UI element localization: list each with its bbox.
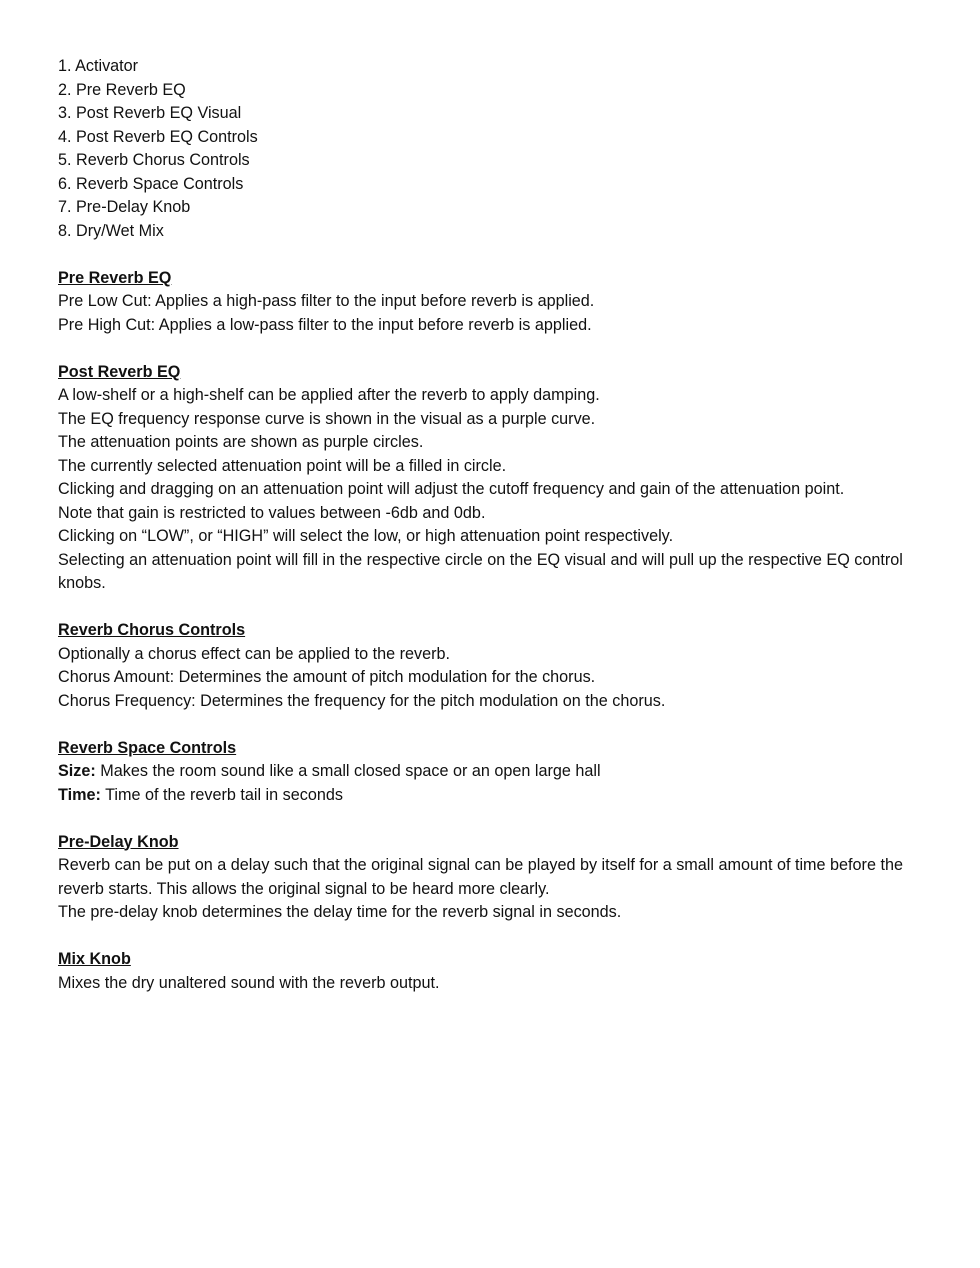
section-post-reverb-eq (58, 361, 928, 596)
size-label: Size: (58, 762, 96, 780)
time-text: Time of the reverb tail in seconds (100, 785, 343, 804)
section-text: Selecting an attenuation point will fill in the respective circle on the EQ visual and will pull up the respective EQ control knobs. (58, 550, 903, 592)
section-text: Pre Low Cut: Applies a high-pass filter to the input before reverb is applied. (58, 292, 595, 310)
section-text: Mixes the dry unaltered sound with the reverb output. (58, 973, 440, 992)
section-text: Note that gain is restricted to values between -6db and 0db. (58, 503, 486, 522)
time-description (58, 784, 928, 808)
section-text: Optionally a chorus effect can be applied to the reverb. (58, 644, 451, 663)
document-page (58, 55, 928, 995)
toc-item: 4. Post Reverb EQ Controls (58, 127, 258, 146)
toc-item: 5. Reverb Chorus Controls (58, 151, 250, 169)
section-mix-knob (58, 948, 928, 995)
size-description (58, 760, 928, 784)
section-heading: Reverb Chorus Controls (58, 621, 246, 639)
toc-item: 8. Dry/Wet Mix (58, 221, 164, 240)
section-text: Chorus Frequency: Determines the frequency for the pitch modulation on the chorus. (58, 691, 666, 710)
section-text: The currently selected attenuation point will be a filled in circle. (58, 456, 507, 475)
section-pre-delay-knob (58, 831, 928, 925)
section-reverb-space-controls (58, 737, 928, 808)
section-heading: Mix Knob (58, 950, 131, 968)
toc-item: 2. Pre Reverb EQ (58, 80, 186, 99)
time-label: Time: (58, 785, 101, 804)
section-heading: Post Reverb EQ (58, 362, 181, 381)
size-text: Makes the room sound like a small closed space or an open large hall (95, 762, 601, 780)
section-heading: Pre-Delay Knob (58, 832, 179, 851)
section-pre-reverb-eq (58, 267, 928, 338)
section-text: Chorus Amount: Determines the amount of pitch modulation for the chorus. (58, 668, 596, 686)
section-text: Clicking and dragging on an attenuation point will adjust the cutoff frequency and gain of the attenuation point. (58, 480, 845, 498)
toc-item: 1. Activator (58, 57, 139, 75)
table-of-contents (58, 55, 928, 243)
section-reverb-chorus-controls (58, 619, 928, 713)
section-heading: Reverb Space Controls (58, 738, 237, 757)
toc-item: 3. Post Reverb EQ Visual (58, 104, 242, 122)
toc-item: 7. Pre-Delay Knob (58, 198, 191, 216)
section-text: The pre-delay knob determines the delay time for the reverb signal in seconds. (58, 903, 622, 921)
section-text: The EQ frequency response curve is shown in the visual as a purple curve. (58, 409, 596, 428)
section-text: Clicking on “LOW”, or “HIGH” will select the low, or high attenuation point respectively. (58, 527, 674, 545)
section-heading: Pre Reverb EQ (58, 268, 172, 287)
section-text: The attenuation points are shown as purple circles. (58, 433, 424, 451)
section-text: Pre High Cut: Applies a low-pass filter to the input before reverb is applied. (58, 315, 592, 334)
section-text: Reverb can be put on a delay such that the original signal can be played by itself for a small amount of time before the reverb starts. This allows the original signal to be heard more clearly. (58, 856, 903, 898)
section-text: A low-shelf or a high-shelf can be applied after the reverb to apply damping. (58, 386, 600, 404)
toc-item: 6. Reverb Space Controls (58, 174, 244, 193)
